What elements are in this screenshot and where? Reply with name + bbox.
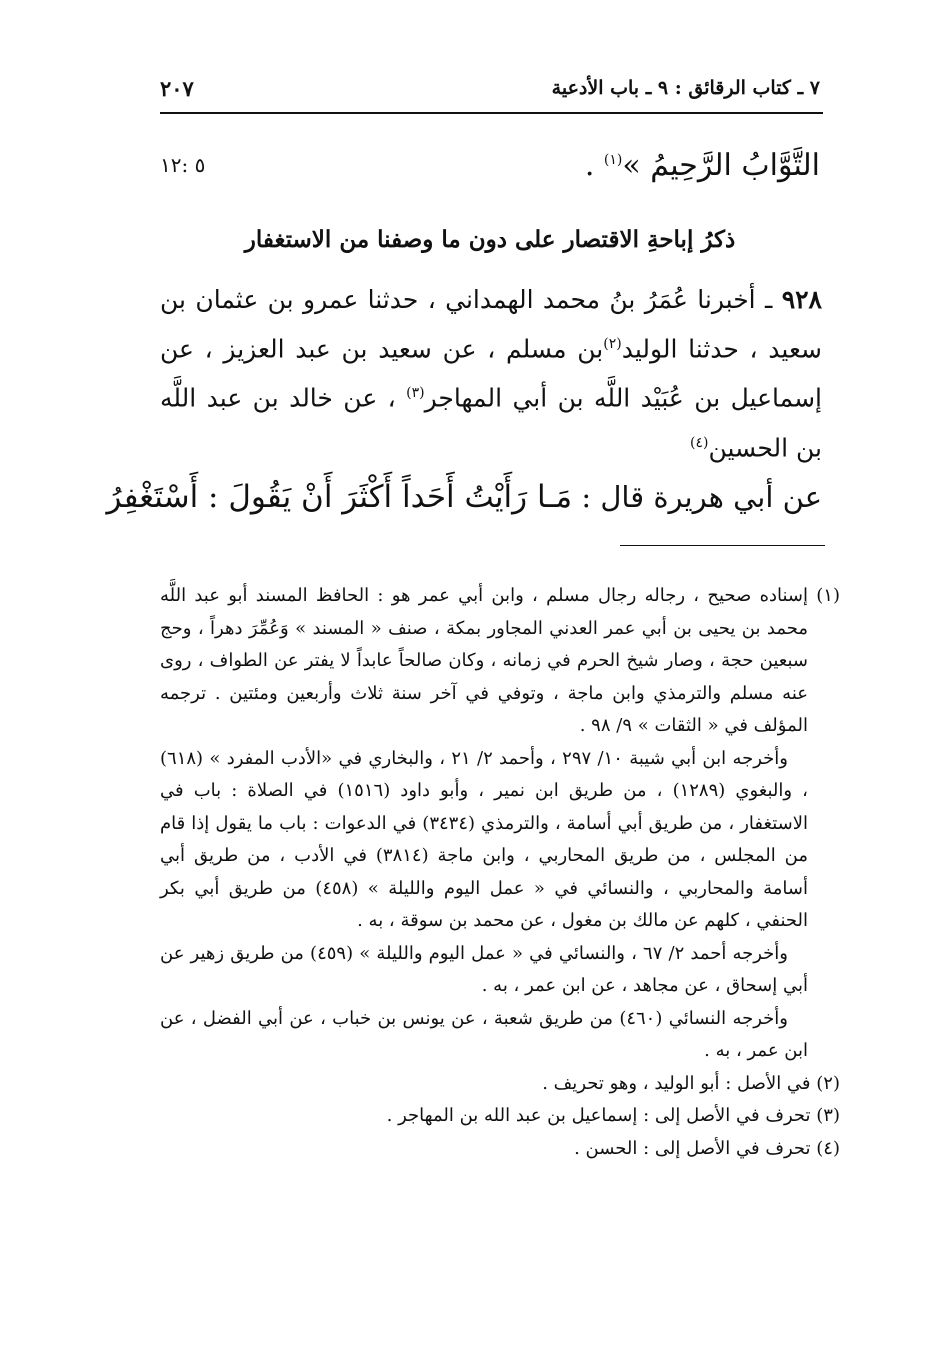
footnote-4: (٤) تحرف في الأصل إلى : الحسن .	[574, 1137, 840, 1159]
footnotes	[160, 580, 840, 1165]
verse-text: التَّوَّابُ الرَّحِيمُ »$^{(١)}$ .	[584, 147, 820, 183]
hadith-isnad: ٩٢٨ ـ أخبرنا عُمَرُ بنُ محمد الهمداني ، حدثنا عمرو بن عثمان بن سعيد ، حدثنا الوليد$^{(٢)}$بن مسلم ، عن سعيد بن عبد العزيز ، عن إسماعيل بن عُبَيْد اللَّه بن أبي المهاجر$^{(٣)}$ ، عن خالد بن عبد اللَّه بن الحسين$^{(٤)}$	[160, 285, 822, 462]
hadith-number: ٩٢٨	[781, 285, 822, 314]
footnote-1: (١) إسناده صحيح ، رجاله رجال مسلم ، وابن أبي عمر هو : الحافظ المسند أبو عبد اللَّه محمد بن يحيى بن أبي عمر العدني المجاور بمكة ، صنف « المسند » وَعُمِّرَ دهراً ، وحج سبعين حجة ، وصار شيخ الحرم في زمانه ، وكان صالحاً عابداً لا يفتر عن الطواف ، روى عنه مسلم والترمذي وابن ماجة ، وتوفي في آخر سنة ثلاث وأربعين ومئتين . ترجمه المؤلف في « الثقات » ٩/ ٩٨ .	[160, 585, 840, 736]
section-heading: ذكرُ إباحةِ الاقتصار على دون ما وصفنا من الاستغفار	[244, 226, 736, 253]
footnote-divider	[620, 545, 825, 546]
footnote-2: (٢) في الأصل : أبو الوليد ، وهو تحريف .	[542, 1072, 840, 1094]
footnote-marker: (٤)	[690, 434, 709, 451]
footnote-marker: (٣)	[406, 385, 425, 402]
page-number: ٢٠٧	[160, 75, 194, 101]
prophetic-saying: مَـا رَأَيْتُ أَحَداً أَكْثَرَ أَنْ يَقُولَ : أَسْتَغْفِرُ	[106, 479, 573, 515]
verse-continuation	[160, 140, 820, 190]
running-title: ٧ ـ كتاب الرقائق : ٩ ـ باب الأدعية	[551, 77, 820, 99]
footnote-1-takhrij: وأخرجه النسائي (٤٦٠) من طريق شعبة ، عن يونس بن خباب ، عن أبي الفضل ، عن ابن عمر ، به .	[160, 1007, 808, 1061]
hadith-matn: عن أبي هريرة قال : مَـا رَأَيْتُ أَحَداً أَكْثَرَ أَنْ يَقُولَ : أَسْتَغْفِرُ	[106, 479, 822, 515]
footnote-1-takhrij: وأخرجه أحمد ٢/ ٦٧ ، والنسائي في « عمل اليوم والليلة » (٤٥٩) من طريق زهير عن أبي إسحاق ، عن مجاهد ، عن ابن عمر ، به .	[160, 942, 808, 996]
header-divider	[160, 112, 823, 114]
footnote-1-takhrij: وأخرجه ابن أبي شيبة ١٠/ ٢٩٧ ، وأحمد ٢/ ٢١ ، والبخاري في «الأدب المفرد » (٦١٨) ، والبغوي (١٢٨٩) ، من طريق ابن نمير ، وأبو داود (١٥١٦) في الصلاة : باب في الاستغفار ، من طريق أبي أسامة ، والترمذي (٣٤٣٤) في الدعوات : باب ما يقول إذا قام من المجلس ، من طريق المحاربي ، وابن ماجة (٣٨١٤) في الأدب ، من طريق أبي أسامة والمحاربي ، والنسائي في « عمل اليوم والليلة » (٤٥٨) من طريق أبي بكر الحنفي ، كلهم عن مالك بن مغول ، عن محمد بن سوقة ، به .	[160, 747, 809, 931]
footnote-marker: (٢)	[603, 336, 622, 352]
verse-reference: ٥ :١٢	[160, 153, 206, 177]
footnote-marker: (١)	[603, 151, 623, 168]
page-header	[160, 70, 820, 106]
footnote-3: (٣) تحرف في الأصل إلى : إسماعيل بن عبد الله بن المهاجر .	[386, 1105, 840, 1126]
